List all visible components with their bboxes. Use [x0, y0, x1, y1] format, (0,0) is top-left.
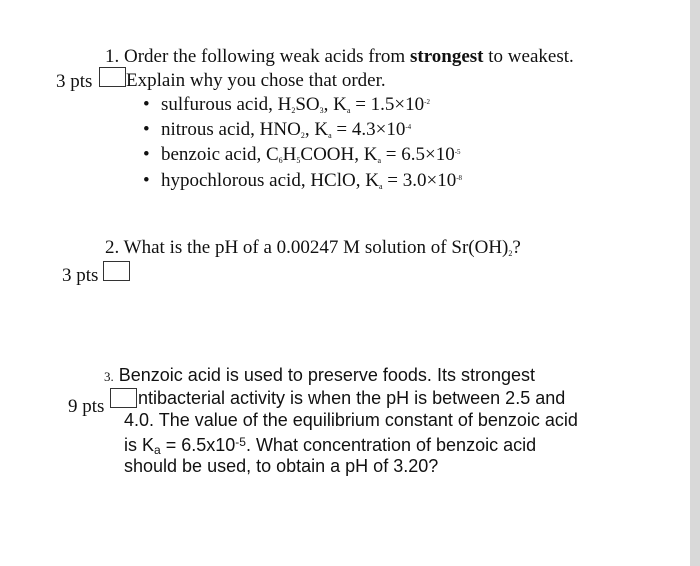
question-1-number: 1.: [105, 46, 120, 67]
question-3-points: 9 pts: [68, 396, 105, 417]
question-2-number: 2.: [105, 237, 120, 258]
bullet-icon: •: [143, 170, 150, 191]
question-1-answer-box[interactable]: [99, 67, 126, 87]
question-1-line-2: Explain why you chose that order.: [126, 70, 386, 91]
question-1-line1-prefix: Order the following weak acids from: [124, 46, 406, 67]
question-3-line-1: 3. Benzoic acid is used to preserve foods. Its strongest: [104, 365, 535, 385]
question-3-answer-box[interactable]: [110, 388, 137, 408]
acid-list-item: • nitrous acid, $HNO_2$, $K_a = 4.3\times 10^{-4}$: [143, 119, 412, 140]
bullet-icon: •: [143, 94, 150, 115]
acid-list-item: • benzoic acid, $C_6H_5COOH$, $K_a = 6.5\times 10^{-5}$: [143, 144, 461, 165]
bullet-icon: •: [143, 144, 150, 165]
question-3-number: 3.: [104, 369, 114, 384]
question-1-points: 3 pts: [56, 71, 93, 92]
question-3-line-2: ntibacterial activity is when the pH is between 2.5 and: [138, 388, 566, 408]
question-1-line1-suffix: to weakest.: [488, 46, 574, 67]
question-3-line-4: is $K_a = 6.5x10^{-5}$. What concentration of benzoic acid: [124, 435, 537, 457]
question-3-line-3: 4.0. The value of the equilibrium constant of benzoic acid: [124, 410, 578, 430]
page-right-edge: [690, 0, 700, 566]
question-1-bold-word: strongest: [409, 46, 484, 67]
bullet-icon: •: [143, 119, 150, 140]
question-3-line-5: should be used, to obtain a pH of 3.20?: [124, 456, 439, 476]
question-2-answer-box[interactable]: [103, 261, 130, 281]
question-2-points: 3 pts: [62, 265, 99, 286]
acid-list-item: • hypochlorous acid, HClO, $K_a = 3.0\times 10^{-8}$: [143, 170, 463, 191]
question-2-text: 2. What is the pH of a 0.00247 M solution of $Sr(OH)_2$?: [105, 237, 521, 258]
question-1-line-1: [105, 45, 574, 69]
acid-list-item: • sulfurous acid, $H_2SO_3$, $K_a = 1.5\times 10^{-2}$: [143, 94, 430, 115]
